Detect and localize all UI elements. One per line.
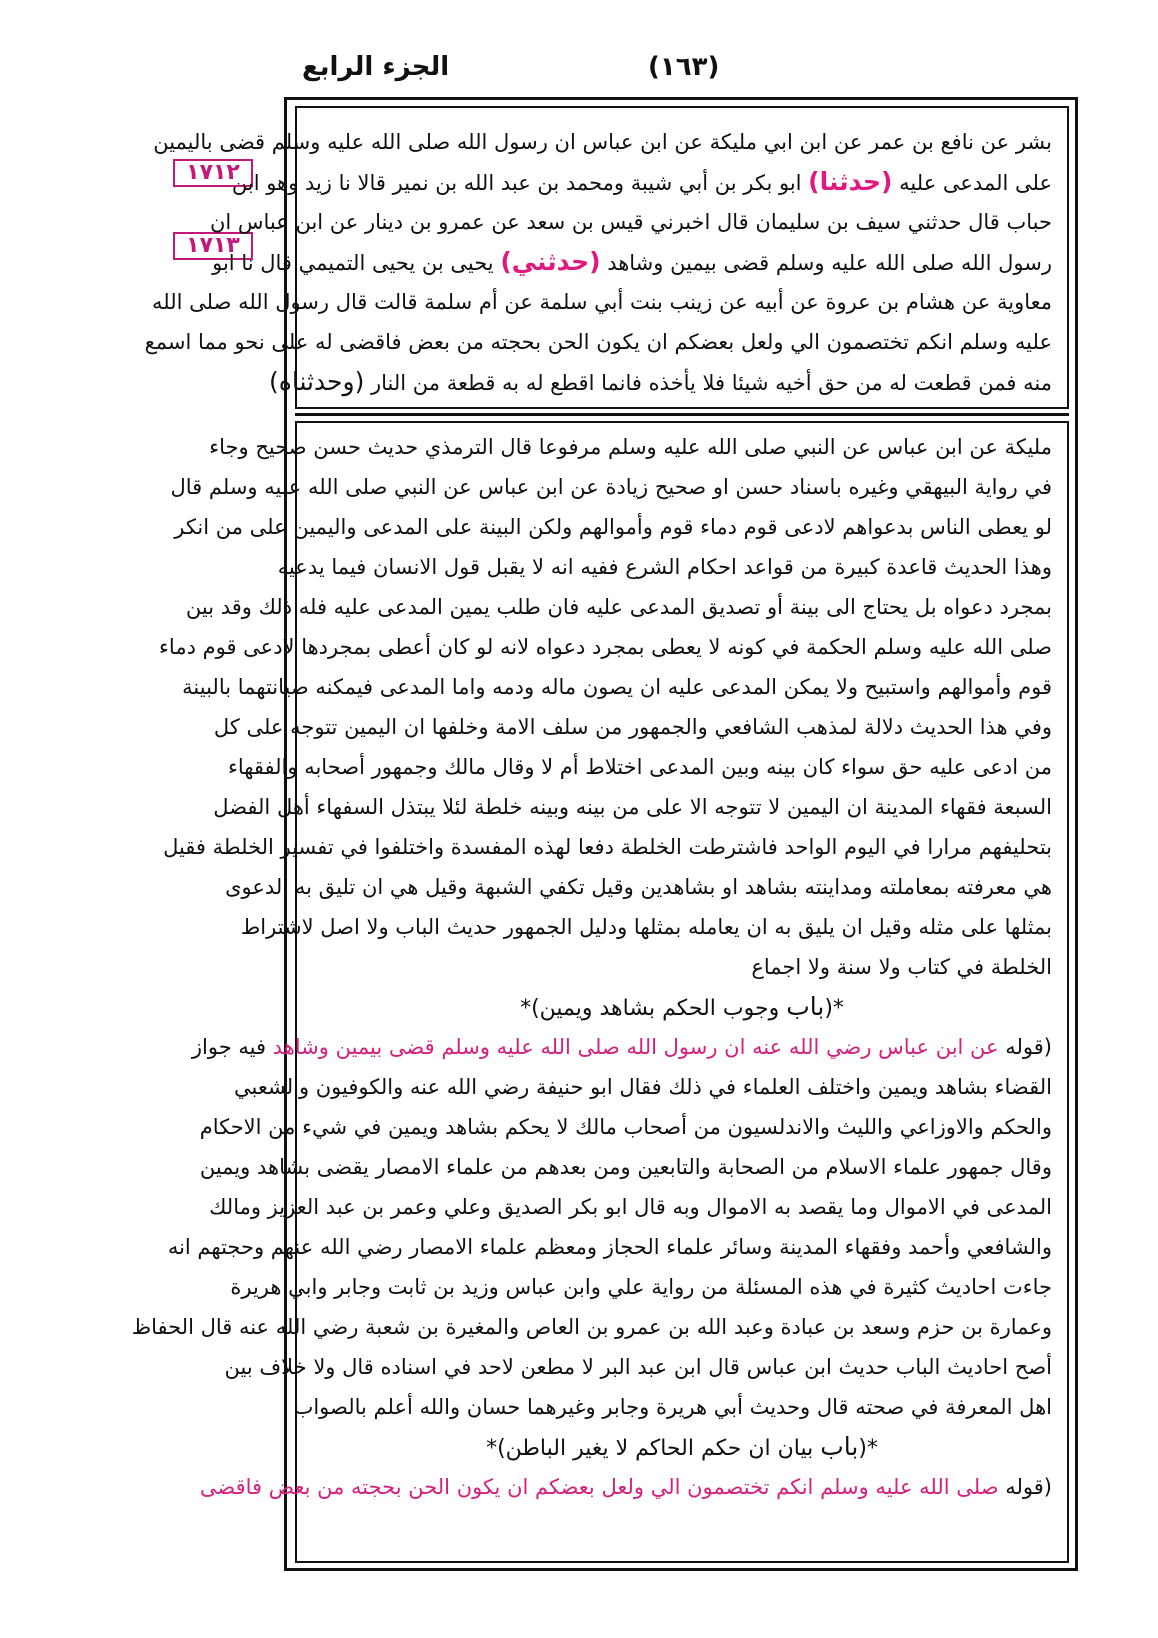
text-run: وجوب الحكم بشاهد ويمين)* [520,996,787,1021]
text-line [185,587,1052,627]
text-run: بيان ان حكم الحاكم لا يغير الباطن)* [486,1436,821,1461]
text-run: السبعة فقهاء المدينة ان اليمين لا تتوجه الا على من بينه وبينه خلطة لئلا يبتذل السفهاء أهل الفضل [213,795,1052,819]
highlighted-run: باب [786,992,825,1021]
text-run: رسول الله صلى الله عليه وسلم قضى بيمين وشاهد [600,251,1052,275]
text-run: *( [824,996,844,1021]
text-run: في رواية البيهقي وغيره باسناد حسن او صحيح زيادة عن ابن عباس عن النبي صلى الله عليه وسلم قال [170,475,1052,499]
highlighted-run: (حدثني) [500,247,601,276]
text-run: عليه وسلم انكم تختصمون الي ولعل بعضكم ان يكون الحن بحجته من بعض فاقضى له على نحو مما اسمع [144,330,1052,354]
hadith-number: ١٧١٣ [173,232,253,260]
text-run: المدعى في الاموال وما يقصد به الاموال وبه قال ابو بكر الصديق وعلي وعمر بن عبد العزيز ومالك [209,1195,1052,1219]
text-run: الخلطة في كتاب ولا سنة ولا اجماع [751,955,1052,979]
text-run: وقال جمهور علماء الاسلام من الصحابة والتابعين ومن بعدهم من علماء الامصار يقضى بشاهد ويمين [199,1155,1052,1179]
text-run: ابو بكر بن أبي شيبة ومحمد بن عبد الله بن نمير قالا نا زيد وهو ابن [231,171,809,195]
highlighted-run: (وحدثناه) [268,367,365,396]
text-run: صلى الله عليه وسلم الحكمة في كونه لا يعطى بمجرد دعواه لانه لو كان أعطى بمجردها لادعى قوم دماء [159,635,1052,659]
text-run: وفي هذا الحديث دلالة لمذهب الشافعي والجمهور من سلف الامة وخلفها ان اليمين تتوجه على كل [213,715,1052,739]
text-line [224,1347,1052,1387]
text-run: والشافعي وأحمد وفقهاء المدينة وسائر علماء الحجاز ومعظم علماء الامصار رضي الله عنهم وحجتهم انه [167,1235,1052,1259]
text-line [199,1467,1052,1507]
text-run: فيه جواز [191,1035,273,1059]
text-run: من ادعى عليه حق سواء كان بينه وبين المدعى اختلاط أم لا وقال مالك وجمهور أصحابه والفقهاء [227,755,1052,779]
highlighted-run: صلى الله عليه وسلم انكم تختصمون الي ولعل بعضكم ان يكون الحن بحجته من بعض فاقضى [199,1475,999,1499]
text-run: بمثلها على مثله وقيل ان يليق به ان يعامله بمثلها ودليل الجمهور حديث الباب ولا اصل لاشتراط [240,915,1052,939]
text-run: منه فمن قطعت له من حق أخيه شيئا فلا يأخذه فانما اقطع له به قطعة من النار [364,371,1052,395]
text-line [277,547,1052,587]
text-run: مليكة عن ابن عباس عن النبي صلى الله عليه وسلم مرفوعا قال الترمذي حديث حسن صحيح وجاء [209,435,1052,459]
text-line [268,362,1052,402]
double-rule-divider [295,413,1069,416]
text-line [213,707,1052,747]
text-line [209,1187,1052,1227]
text-run: اهل المعرفة في صحته قال وحديث أبي هريرة وجابر وغيرهما حسان والله أعلم بالصواب [293,1395,1052,1419]
text-line [312,1427,1052,1467]
text-run: القضاء بشاهد ويمين واختلف العلماء في ذلك فقال ابو حنيفة رضي الله عنه والكوفيون والشعبي [234,1075,1052,1099]
text-line [199,1147,1052,1187]
commentary-text-box [131,421,1069,1563]
text-line [227,747,1052,787]
text-line [199,1107,1052,1147]
text-run: والحكم والاوزاعي والليث والاندلسيون من أصحاب مالك لا يحكم بشاهد ويمين في شيء من الاحكام [199,1115,1052,1139]
text-line [163,827,1052,867]
text-line [170,467,1052,507]
text-run: وعمارة بن حزم وسعد بن عبادة وعبد الله بن عمرو بن العاص والمغيرة بن شعبة رضي الله عنه قال الحفاظ [131,1315,1052,1339]
text-run: بمجرد دعواه بل يحتاج الى بينة أو تصديق المدعى عليه فان طلب يمين المدعى عليه فله ذلك وقد بين [185,595,1052,619]
text-line [231,162,1052,202]
highlighted-run: (حدثنا) [808,167,893,196]
text-line [159,627,1052,667]
text-run: يحيى بن يحيى التميمي قال نا ابو [212,251,501,275]
text-run: وهذا الحديث قاعدة كبيرة من قواعد احكام الشرع ففيه انه لا يقبل قول الانسان فيما يدعيه [277,555,1052,579]
text-run: هي معرفته بمعاملته ومداينته بشاهد او بشاهدين وقيل تكفي الشبهة وقيل هي ان تليق به الدعوى [225,875,1052,899]
text-run: بتحليفهم مرارا في اليوم الواحد فاشترطت الخلطة دفعا لهذه المفسدة واختلفوا في تفسير الخلطة فقيل [163,835,1052,859]
text-line [182,667,1052,707]
text-line [152,282,1052,322]
text-line [209,202,1052,242]
text-line [144,322,1052,362]
text-line [230,1267,1052,1307]
text-line [240,907,1052,947]
text-line [312,987,1052,1027]
text-run: حباب قال حدثني سيف بن سليمان قال اخبرني قيس بن سعد عن عمرو بن دينار عن ابن عباس ان [209,210,1052,234]
page-number: (١٦٣) [648,52,720,82]
text-line [293,1387,1052,1427]
text-line [167,1227,1052,1267]
highlighted-run: عن ابن عباس رضي الله عنه ان رسول الله صلى الله عليه وسلم قضى بيمين وشاهد [272,1035,999,1059]
text-run: جاءت احاديث كثيرة في هذه المسئلة من رواية علي وابن عباس وزيد بن ثابت وجابر وابي هريرة [230,1275,1052,1299]
commentary-lines [131,427,1067,1507]
text-run: لو يعطى الناس بدعواهم لادعى قوم دماء قوم وأموالهم ولكن البينة على المدعى واليمين على من انكر [174,515,1052,539]
text-line [213,787,1052,827]
text-line [174,507,1052,547]
text-line [234,1067,1052,1107]
text-run: (قوله [998,1475,1052,1499]
running-header-title: الجزء الرابع [302,52,450,82]
text-run: بشر عن نافع بن عمر عن ابن ابي مليكة عن ابن عباس ان رسول الله صلى الله عليه وسلم قضى باليمين [153,130,1052,154]
text-run: قوم وأموالهم واستبيح ولا يمكن المدعى عليه ان يصون ماله ودمه واما المدعى فيمكنه صيانتهما بالبينة [182,675,1052,699]
text-run: (قوله [998,1035,1052,1059]
text-line [153,122,1052,162]
text-line [212,242,1052,282]
text-line [131,1307,1052,1347]
text-run: *( [858,1436,878,1461]
text-line [191,1027,1052,1067]
text-line [225,867,1052,907]
text-run: أصح احاديث الباب حديث ابن عباس قال ابن عبد البر لا مطعن لاحد في اسناده قال ولا خلاف بين [224,1355,1052,1379]
text-line [312,947,1052,987]
text-run: معاوية عن هشام بن عروة عن أبيه عن زينب بنت أبي سلمة عن أم سلمة قالت قال رسول الله صلى الله [152,290,1052,314]
highlighted-run: باب [820,1432,859,1461]
text-run: على المدعى عليه [892,171,1052,195]
text-line [209,427,1052,467]
hadith-number: ١٧١٢ [173,159,253,187]
